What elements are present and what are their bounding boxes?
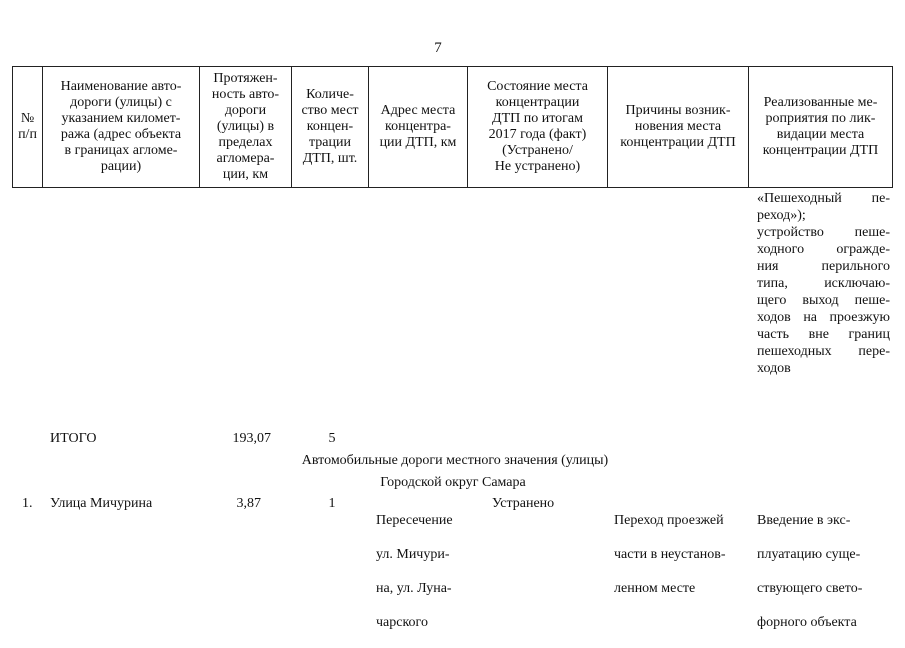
row-address-line: ул. Мичури- (376, 547, 450, 562)
row-reasons (614, 495, 746, 614)
row-measure-line: ствующего свето- (757, 581, 863, 596)
section-title: Автомобильные дороги местного значения (улицы) (301, 453, 609, 468)
row-address (376, 495, 466, 648)
header-col-address: Адрес места концентра- ции ДТП, км (368, 66, 467, 188)
subsection-title: Городской округ Самара (380, 475, 526, 490)
row-address-line: Пересечение (376, 513, 453, 528)
continuation-line: ходов (757, 361, 791, 376)
row-measure-line: форного объекта (757, 615, 857, 630)
row-number: 1. (22, 496, 33, 511)
total-label: ИТОГО (50, 431, 97, 446)
continuation-line: «Пешеходный пе- (757, 191, 890, 206)
continuation-line: типа, исключаю- (757, 276, 890, 291)
total-length: 193,07 (232, 431, 271, 446)
header-col-reasons: Причины возник- новения места концентрации ДТП (607, 66, 748, 188)
row-road-name: Улица Мичурина (50, 496, 153, 511)
header-col-number: № п/п (12, 66, 42, 188)
header-col-count: Количе- ство мест концен- трации ДТП, шт. (291, 66, 368, 188)
continuation-line: устройство пеше- (757, 225, 890, 240)
header-col-state: Состояние места концентрации ДТП по итогам 2017 года (факт) (Устранено/ Не устранено) (467, 66, 607, 188)
continuation-line: часть вне границ (757, 327, 890, 342)
row-reason-line: ленном месте (614, 581, 696, 596)
continuation-line: пешеходных пере- (757, 344, 890, 359)
row-address-line: чарского (376, 615, 428, 630)
continuation-measures (757, 190, 890, 377)
row-measures (757, 495, 890, 648)
row-reason-line: части в неустанов- (614, 547, 726, 562)
continuation-line: реход»); (757, 208, 806, 223)
continuation-line: ходного огражде- (757, 242, 890, 257)
continuation-line: ния перильного (757, 259, 890, 274)
continuation-line: щего выход пеше- (757, 293, 890, 308)
row-reason-line: Переход проезжей (614, 513, 724, 528)
total-count: 5 (328, 431, 336, 446)
page-number: 7 (434, 40, 442, 56)
header-col-road-length: Протяжен- ность авто- дороги (улицы) в пределах агломера- ции, км (199, 66, 291, 188)
row-address-line: на, ул. Луна- (376, 581, 452, 596)
row-state: Устранено (492, 496, 555, 511)
header-col-measures: Реализованные ме- роприятия по лик- видации места концентрации ДТП (748, 66, 893, 188)
continuation-line: ходов на проезжую (757, 310, 890, 325)
row-road-length: 3,87 (236, 496, 261, 511)
row-measure-line: Введение в экс- (757, 513, 851, 528)
header-col-road-name: Наименование авто- дороги (улицы) с указанием километ- ража (адрес объекта в границах агломе- рации) (42, 66, 199, 188)
row-count: 1 (328, 496, 336, 511)
row-measure-line: плуатацию суще- (757, 547, 861, 562)
